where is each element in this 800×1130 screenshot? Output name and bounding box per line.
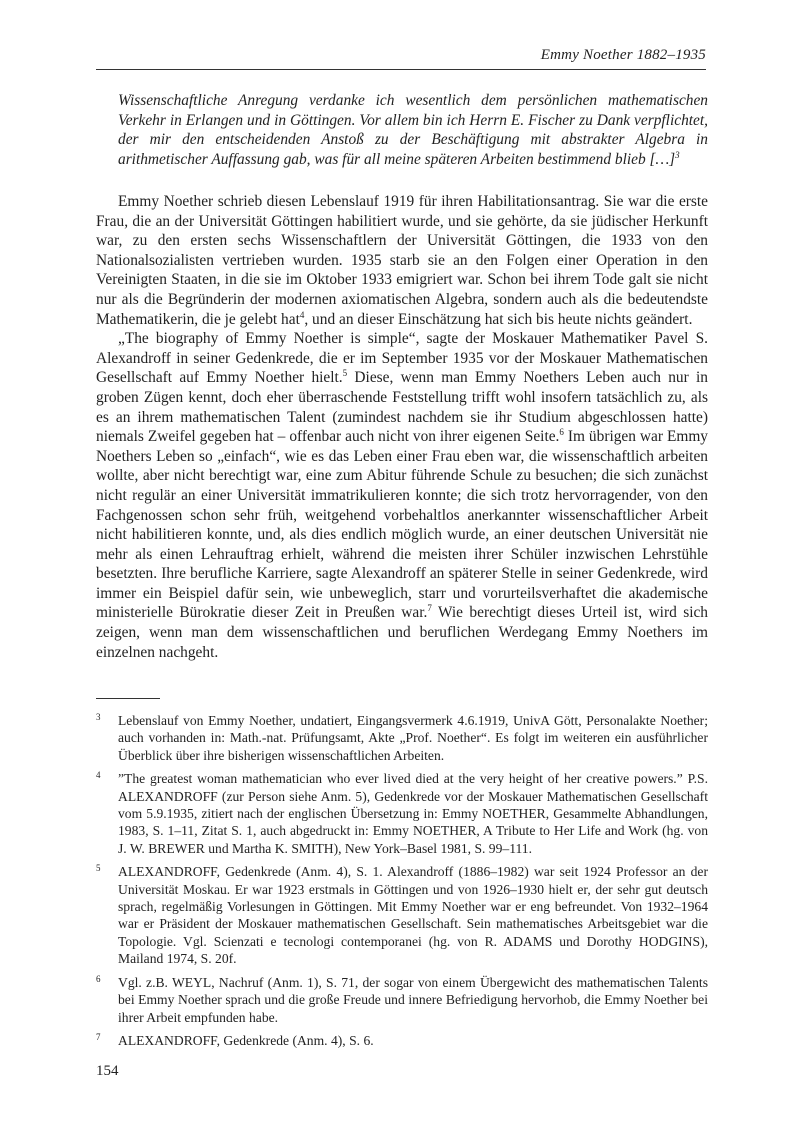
footnote-number: 6	[96, 973, 101, 984]
footnote-7	[96, 1032, 708, 1049]
footnote-5	[96, 863, 708, 967]
paragraph-1-text-a: Emmy Noether schrieb diesen Lebenslauf 1919 für ihren Habilitationsantrag. Sie war die erste Frau, die an der Universität Göttingen habilitiert wurde, und sie gehörte, da sie jüdischer Herkunft war, zu den ersten sechs Wissenschaftlern der Universität Göttingen, die 1933 von den Nationalsozialisten vertrieben wurden. 1935 starb sie an den Folgen einer Operation in den Vereinigten Staaten, in die sie im Oktober 1933 emigriert war. Schon bei ihrem Tode galt sie nicht nur als die Begründerin der modernen axiomatischen Algebra, sondern auch als die bedeutendste Mathematikerin, die je gelebt hat	[96, 193, 708, 328]
footnotes	[96, 712, 708, 1055]
footnote-3	[96, 712, 708, 764]
footnote-number: 5	[96, 863, 101, 874]
footnote-6	[96, 974, 708, 1026]
footnote-ref-3[interactable]: 3	[675, 149, 680, 160]
footnote-text: ALEXANDROFF, Gedenkrede (Anm. 4), S. 1. Alexandroff (1886–1982) war seit 1924 Professor an der Universität Moskau. Er war 1923 erstmals in Göttingen und von 1926–1930 hielt er, der sehr gut deutsch sprach, regelmäßig Vorlesungen in Göttingen. Mit Emmy Noether war er eng befreundet. Von 1932–1964 war er Präsident der Moskauer mathematischen Gesellschaft. Sein mathematisches Arbeitsgebiet war die Topologie. Vgl. Scienzati e tecnologi contemporanei (hg. von R. ADAMS und Dorothy HODGINS), Mailand 1974, S. 20f.	[118, 864, 708, 967]
footnote-ref-6[interactable]: 6	[559, 427, 564, 437]
footnote-text: Vgl. z.B. WEYL, Nachruf (Anm. 1), S. 71, der sogar von einem Übergewicht des mathematischen Talents bei Emmy Noether sprach und die große Freude und innere Befriedigung hervorhob, die Emmy Noether bei ihrer Arbeit empfunden habe.	[118, 974, 708, 1025]
quote-text: Wissenschaftliche Anregung verdanke ich wesentlich dem persönlichen mathematischen Verkehr in Erlangen und in Göttingen. Vor allem bin ich Herrn E. Fischer zu Dank verpflichtet, der mir den entscheidenden Anstoß zu der Beschäftigung mit abstrakter Algebra in arithmetischer Auffassung gab, was für all meine späteren Arbeiten bestimmend blieb […]	[118, 92, 708, 169]
paragraph-2-text-d: Wie berechtigt dieses Urteil ist, wird sich zeigen, wenn man dem wissenschaftlichen und beruflichen Werdegang Emmy Noethers im einzelnen nachgeht.	[96, 604, 709, 661]
running-head: Emmy Noether 1882–1935	[540, 47, 706, 63]
main-text	[96, 192, 708, 662]
header-rule	[96, 69, 706, 70]
footnote-ref-4[interactable]: 4	[299, 309, 305, 320]
footnote-text: ”The greatest woman mathematician who ever lived died at the very height of her creative powers.” P.S. ALEXANDROFF (zur Person siehe Anm. 5), Gedenkrede vor der Moskauer Mathematischen Gesellschaft vom 5.9.1935, zitiert nach der englischen Übersetzung in: Emmy NOETHER, Gesammelte Abhandlungen, 1983, S. 1–11, Zitat S. 1, auch abgedruckt in: Emmy NOETHER, A Tribute to Her Life and Work (hg. von J. W. BREWER und Martha K. SMITH), New York–Basel 1981, S. 99–111.	[118, 771, 708, 856]
paragraph-1-text-b: , und an dieser Einschätzung hat sich bis heute nichts geändert.	[304, 310, 693, 328]
paragraph-2-text-b: Diese, wenn man Emmy Noethers Leben auch nur in groben Zügen kennt, doch eher überraschende Feststellung trifft wohl insofern tatsächlich zu, als es an ihrem mathematischen Talent (zumindest nachdem sie ihr Studium abgeschlossen hatte) niemals Zweifel gegeben hat – offenbar auch nicht von ihrer eigenen Seite.	[96, 369, 708, 446]
page-number: 154	[96, 1063, 119, 1079]
footnote-text: ALEXANDROFF, Gedenkrede (Anm. 4), S. 6.	[118, 1032, 374, 1048]
footnote-4	[96, 770, 708, 857]
footnote-rule	[96, 698, 160, 699]
footnote-number: 3	[96, 712, 101, 722]
footnote-text: Lebenslauf von Emmy Noether, undatiert, Eingangsvermerk 4.6.1919, UnivA Gött, Personalakte Noether; auch vorhanden in: Math.-nat. Prüfungsamt, Akte „Prof. Noether“. Es folgt im weiteren ein ausführlicher Überblick über ihre bisherigen wissenschaftlichen Arbeiten.	[118, 713, 708, 763]
paragraph-2	[96, 329, 708, 662]
footnote-ref-5[interactable]: 5	[342, 368, 348, 379]
block-quote	[118, 91, 708, 170]
footnote-number: 7	[96, 1031, 101, 1042]
footnote-number: 4	[96, 770, 101, 781]
paragraph-1	[96, 192, 708, 329]
paragraph-2-text-a: „The biography of Emmy Noether is simple“, sagte der Moskauer Mathematiker Pavel S. Alexandroff in seiner Gedenkrede, die er im September 1935 vor der Moskauer Mathematischen Gesellschaft auf Emmy Noether hielt.	[96, 330, 708, 387]
footnote-ref-7[interactable]: 7	[427, 603, 432, 614]
paragraph-2-text-c: Im übrigen war Emmy Noethers Leben so „einfach“, wie es das Leben einer Frau eben war, die wissenschaftlich arbeiten wollte, aber nicht berechtigt war, eine zum Abitur führende Schule zu besuchen; die sich zunächst nicht regulär an einer Universität immatrikulieren konnte; die sich trotz hervorragender, von den Fachgenossen schon sehr früh, weitgehend vorbehaltlos anerkannter wissenschaftlicher Arbeit nicht habilitieren konnte, und, als dies endlich möglich wurde, an einer deutschen Universität nie mehr als einen Lehrauftrag erhielt, während die meisten ihrer Schüler inzwischen Lehrstühle besetzten. Ihre berufliche Karriere, sagte Alexandroff an späterer Stelle in seiner Gedenkrede, wird immer ein Beispiel dafür sein, wie unbeweglich, starr und vorurteilsverhaftet die akademische ministerielle Bürokratie dieser Zeit in Preußen war.	[96, 428, 708, 622]
